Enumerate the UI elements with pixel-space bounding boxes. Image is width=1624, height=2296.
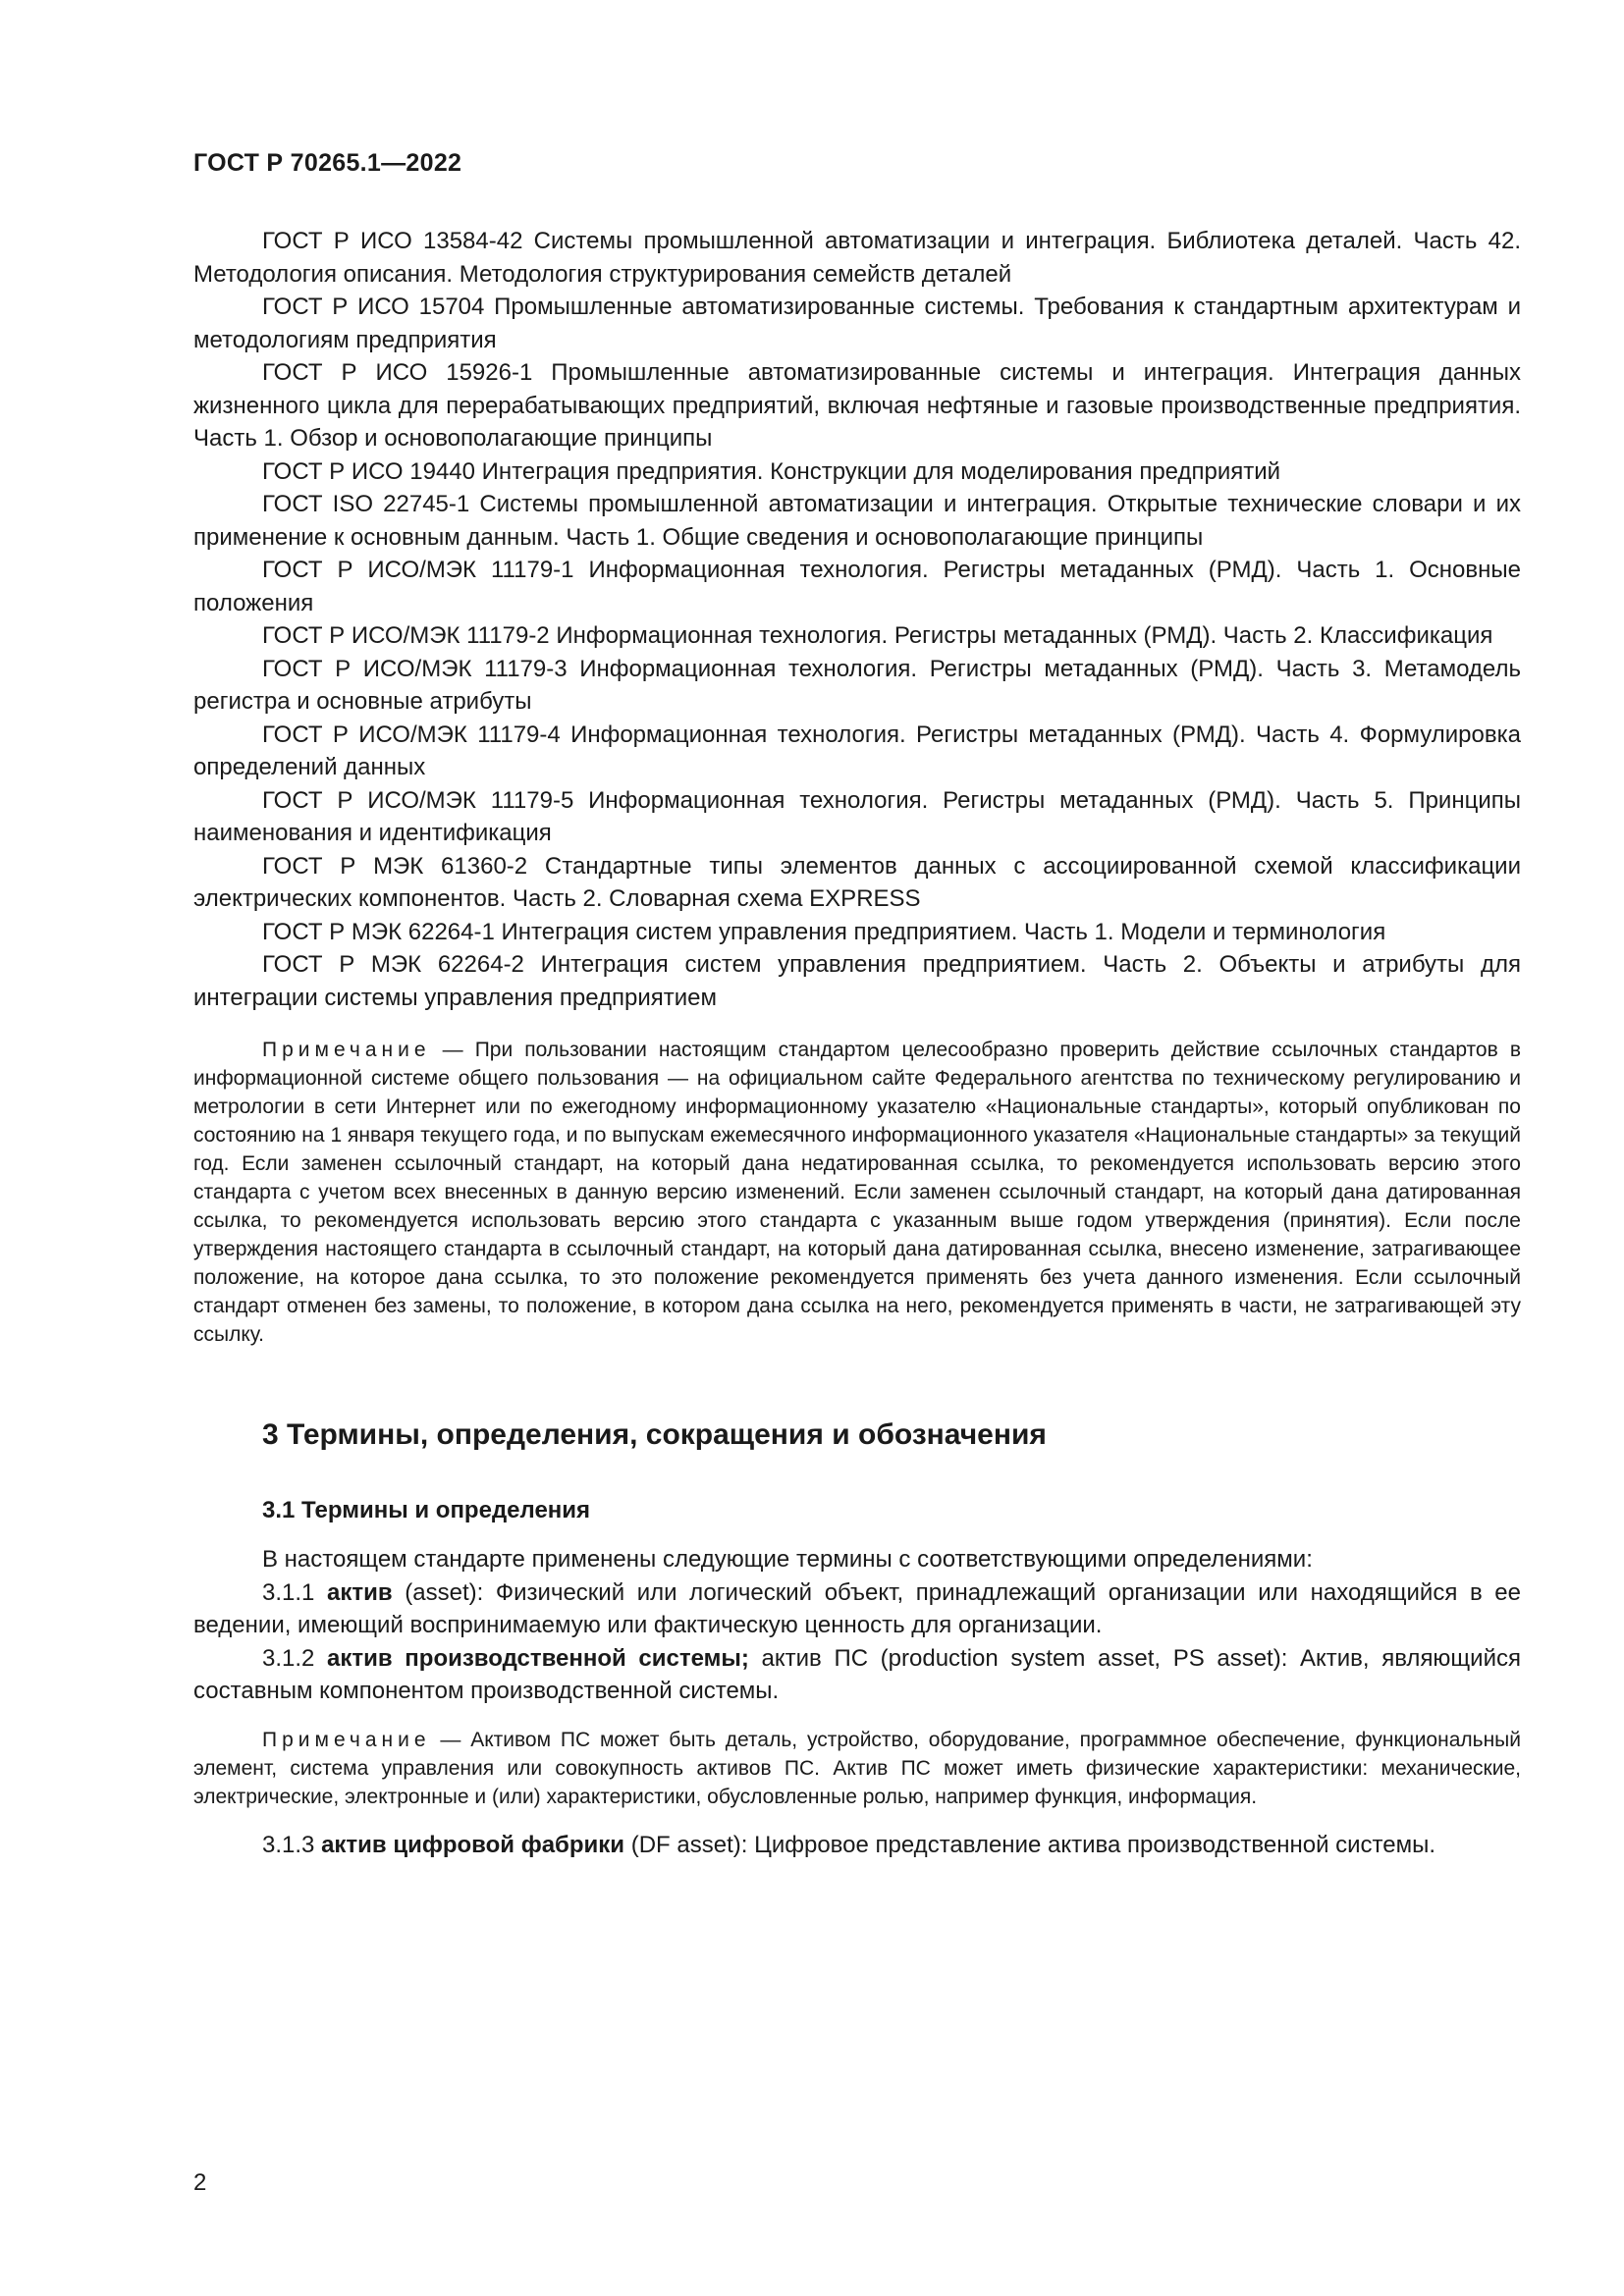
reference-item: ГОСТ Р МЭК 61360-2 Стандартные типы элементов данных с ассоциированной схемой классификации электрических компонентов. Часть 2. Словарная схема EXPRESS: [193, 852, 1521, 912]
term-entry: [193, 1642, 1521, 1708]
term-name: актив производственной системы;: [327, 1644, 749, 1672]
term-name: актив: [327, 1578, 393, 1606]
note-text: — При пользовании настоящим стандартом целесообразно проверить действие ссылочных стандартов в информационной системе общего пользования — на официальном сайте Федерального агентства по техническому регулированию и метрологии в сети Интернет или по ежегодному информационному указателю «Национальные стандарты», который опубликован по состоянию на 1 января текущего года, и по выпускам ежемесячного информационного указателя «Национальные стандарты» за текущий год. Если заменен ссылочный стандарт, на который дана недатированная ссылка, то рекомендуется использовать версию этого стандарта с учетом всех внесенных в данную версию изменений. Если заменен ссылочный стандарт, на который дана датированная ссылка, то рекомендуется использовать версию этого стандарта с указанным выше годом утверждения (принятия). Если после утверждения настоящего стандарта в ссылочный стандарт, на который дана датированная ссылка, внесено изменение, затрагивающее положение, на которое дана ссылка, то это положение рекомендуется применять без учета данного изменения. Если ссылочный стандарт отменен без замены, то положение, в котором дана ссылка на него, рекомендуется применять в части, не затрагивающей эту ссылку.: [193, 1039, 1521, 1346]
term-definition: (DF asset): Цифровое представление актива производственной системы.: [624, 1831, 1436, 1858]
section-title: 3 Термины, определения, сокращения и обозначения: [262, 1418, 1047, 1451]
references-note: [193, 1036, 1521, 1349]
note-text: — Активом ПС может быть деталь, устройство, оборудование, программное обеспечение, функциональный элемент, система управления или совокупность активов ПС. Актив ПС может иметь физические характеристики: механические, электрические, электронные и (или) характеристики, обусловленные ролью, например функция, информация.: [193, 1728, 1521, 1808]
page-header-doc-id: ГОСТ Р 70265.1—2022: [193, 149, 462, 177]
reference-item: ГОСТ Р ИСО/МЭК 11179-4 Информационная технология. Регистры метаданных (РМД). Часть 4. Формулировка определений данных: [193, 721, 1521, 780]
term-number: 3.1.1: [262, 1578, 315, 1606]
subsection-title: 3.1 Термины и определения: [262, 1497, 591, 1523]
reference-item: ГОСТ Р ИСО 19440 Интеграция предприятия. Конструкции для моделирования предприятий: [262, 457, 1281, 485]
reference-item: ГОСТ Р ИСО/МЭК 11179-2 Информационная технология. Регистры метаданных (РМД). Часть 2. Классификация: [262, 622, 1493, 649]
reference-item: ГОСТ Р ИСО 15704 Промышленные автоматизированные системы. Требования к стандартным архитектурам и методологиям предприятия: [193, 294, 1521, 353]
reference-item: ГОСТ Р МЭК 62264-1 Интеграция систем управления предприятием. Часть 1. Модели и терминология: [262, 918, 1386, 945]
reference-item: ГОСТ Р МЭК 62264-2 Интеграция систем управления предприятием. Часть 2. Объекты и атрибуты для интеграции системы управления предприятием: [193, 951, 1521, 1011]
reference-item: ГОСТ Р ИСО 13584-42 Системы промышленной автоматизации и интеграция. Библиотека деталей. Часть 42. Методология описания. Методология структурирования семейств деталей: [193, 228, 1521, 288]
document-page: [193, 0, 1521, 2296]
term-name: актив цифровой фабрики: [321, 1831, 625, 1858]
document-body: [193, 225, 1521, 1861]
term-definition: (asset): Физический или логический объект, принадлежащий организации или находящийся в ее ведении, имеющий воспринимаемую или фактическую ценность для организации.: [193, 1578, 1521, 1638]
term-number: 3.1.3: [262, 1831, 315, 1858]
normative-references-list: [193, 225, 1521, 1014]
reference-item: ГОСТ ISO 22745-1 Системы промышленной автоматизации и интеграция. Открытые технические словари и их применение к основным данным. Часть 1. Общие сведения и основополагающие принципы: [193, 491, 1521, 551]
term-entry: [193, 1576, 1521, 1642]
note-label: Примечание: [262, 1728, 431, 1751]
term-definition: актив ПС (production system asset, PS asset): Актив, являющийся составным компонентом производственной системы.: [193, 1644, 1521, 1704]
reference-item: ГОСТ Р ИСО/МЭК 11179-5 Информационная технология. Регистры метаданных (РМД). Часть 5. Принципы наименования и идентификация: [193, 786, 1521, 846]
reference-item: ГОСТ Р ИСО/МЭК 11179-1 Информационная технология. Регистры метаданных (РМД). Часть 1. Основные положения: [193, 557, 1521, 616]
reference-item: ГОСТ Р ИСО/МЭК 11179-3 Информационная технология. Регистры метаданных (РМД). Часть 3. Метамодель регистра и основные атрибуты: [193, 655, 1521, 715]
page-number: 2: [193, 2169, 207, 2196]
term-note: [193, 1726, 1521, 1811]
terms-intro: В настоящем стандарте применены следующие термины с соответствующими определениями:: [262, 1546, 1313, 1573]
term-number: 3.1.2: [262, 1644, 315, 1672]
term-entry: [193, 1829, 1521, 1862]
reference-item: ГОСТ Р ИСО 15926-1 Промышленные автоматизированные системы и интеграция. Интеграция данных жизненного цикла для перерабатывающих предприятий, включая нефтяные и газовые производственные предприятия. Часть 1. Обзор и основополагающие принципы: [193, 359, 1521, 452]
note-label: Примечание: [262, 1039, 431, 1061]
